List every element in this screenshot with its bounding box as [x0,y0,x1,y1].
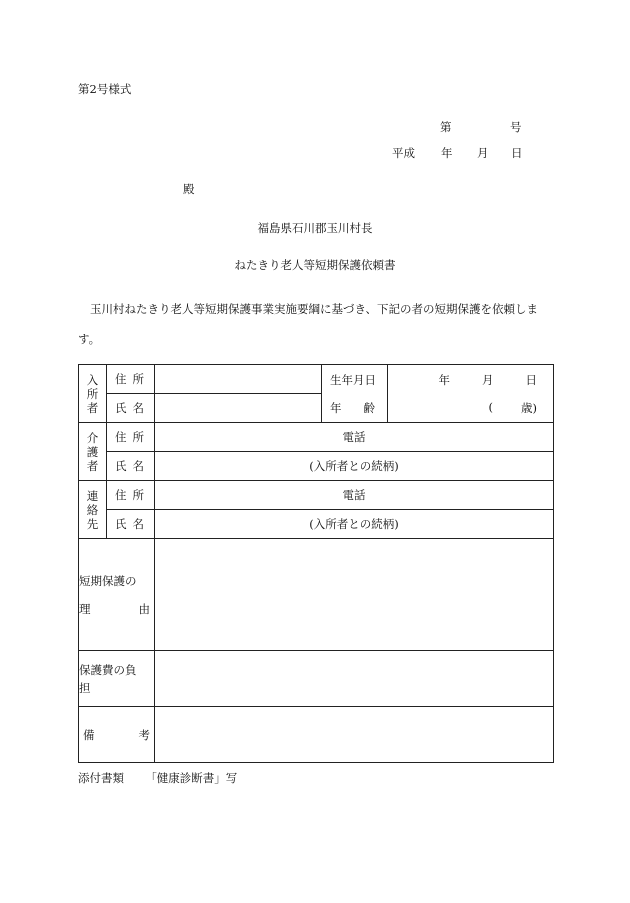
contact-relation-label: (入所者との続柄) [309,517,399,531]
resident-address-row [79,365,554,394]
contact-name-row [79,510,554,539]
caregiver-address-label: 住 所 [107,423,155,452]
caregiver-name-row [79,452,554,481]
issuer: 福島県石川郡玉川村長 [257,221,373,235]
remarks-label: 備 考 [79,707,155,763]
date-era: 平成 [392,146,415,160]
cost-row [79,651,554,707]
contact-address-field[interactable] [155,481,554,510]
resident-birth-age-labels [322,365,388,423]
date-month: 月 [477,146,489,160]
contact-name-label: 氏 名 [107,510,155,539]
caregiver-phone-label: 電話 [342,430,366,444]
attachment-line [78,770,237,786]
caregiver-name-label: 氏 名 [107,452,155,481]
reason-row [79,539,554,651]
document-title: ねたきり老人等短期保護依頼書 [234,258,396,272]
addressee-honorific: 殿 [183,182,195,196]
caregiver-relation-label: (入所者との続柄) [309,459,399,473]
body-text: 玉川村ねたきり老人等短期保護事業実施要綱に基づき、下記の者の短期保護を依頼します。 [78,302,539,346]
cost-field[interactable] [155,651,554,707]
contact-address-row [79,481,554,510]
resident-birth-age-field[interactable]: 年 月 日 ( 歳) [388,365,554,423]
contact-group-label: 連 絡 先 [79,481,107,539]
application-form-table [78,364,554,763]
contact-name-field[interactable] [155,510,554,539]
attachment-value: 「健康診断書」写 [145,771,238,785]
resident-address-label: 住 所 [107,365,155,394]
remarks-row [79,707,554,763]
reason-field[interactable] [155,539,554,651]
caregiver-name-field[interactable] [155,452,554,481]
caregiver-address-row [79,423,554,452]
age-label: 年 齢 [330,400,375,415]
resident-name-label: 氏 名 [107,394,155,423]
cost-label: 保護費の負 担 [79,651,155,707]
date-year: 年 [441,146,453,160]
reason-label: 短期保護の 理 由 [79,539,155,651]
form-number: 第2号様式 [78,82,132,96]
resident-name-field[interactable] [155,394,322,423]
resident-address-field[interactable] [155,365,322,394]
caregiver-address-field[interactable] [155,423,554,452]
birth-date-label: 生年月日 [330,372,376,387]
resident-group-label: 入 所 者 [79,365,107,423]
document-number-suffix: 号 [510,120,522,134]
caregiver-group-label: 介 護 者 [79,423,107,481]
contact-phone-label: 電話 [342,488,366,502]
date-day: 日 [511,146,523,160]
attachment-label: 添付書類 [78,771,124,785]
document-number-prefix: 第 [440,120,452,134]
remarks-field[interactable] [155,707,554,763]
contact-address-label: 住 所 [107,481,155,510]
